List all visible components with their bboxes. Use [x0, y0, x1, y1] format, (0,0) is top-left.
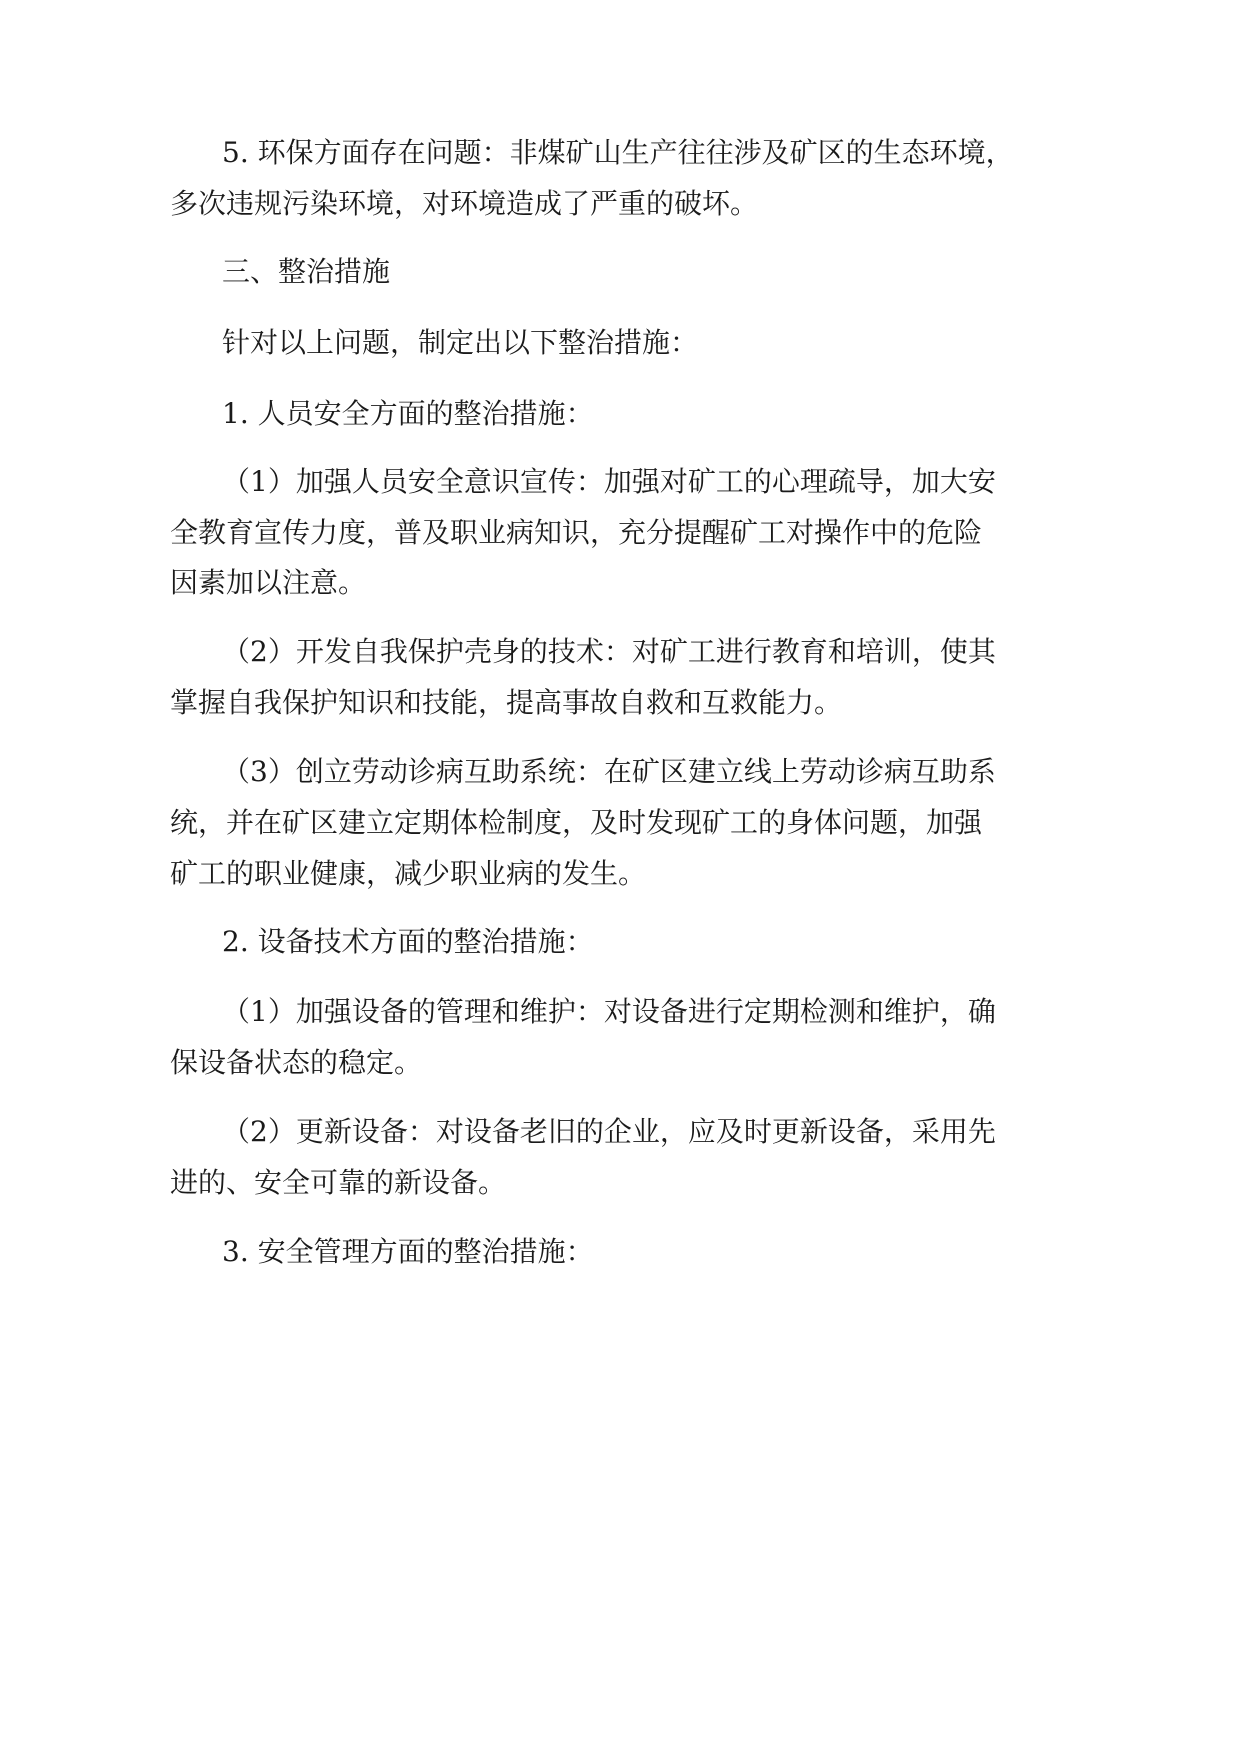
paragraph-line: 针对以上问题，制定出以下整治措施： — [222, 326, 699, 359]
paragraph-line: 全教育宣传力度，普及职业病知识，充分提醒矿工对操作中的危险 — [170, 516, 983, 549]
paragraph-line: 矿工的职业健康，减少职业病的发生。 — [170, 857, 647, 890]
paragraph-line: 统，并在矿区建立定期体检制度，及时发现矿工的身体问题，加强 — [170, 806, 983, 839]
paragraph-line: 掌握自我保护知识和技能，提高事故自救和互救能力。 — [170, 686, 843, 719]
paragraph-line: （3）创立劳动诊病互助系统：在矿区建立线上劳动诊病互助系 — [222, 755, 996, 788]
paragraph-line: 多次违规污染环境，对环境造成了严重的破坏。 — [170, 187, 759, 220]
paragraph-line: 保设备状态的稳定。 — [170, 1046, 423, 1079]
paragraph-line: 因素加以注意。 — [170, 566, 367, 599]
subheading-text: 3. 安全管理方面的整治措施： — [222, 1235, 594, 1268]
paragraph-line: （2）开发自我保护壳身的技术：对矿工进行教育和培训，使其 — [222, 635, 996, 668]
paragraph-line: （1）加强设备的管理和维护：对设备进行定期检测和维护，确 — [222, 995, 996, 1028]
paragraph-line: （2）更新设备：对设备老旧的企业，应及时更新设备，采用先 — [222, 1115, 996, 1148]
paragraph-line: 5. 环保方面存在问题：非煤矿山生产往往涉及矿区的生态环境， — [222, 136, 1014, 169]
paragraph-line: 进的、安全可靠的新设备。 — [170, 1166, 507, 1199]
subheading-text: 2. 设备技术方面的整治措施： — [222, 925, 594, 958]
section-heading-text: 三、整治措施 — [222, 255, 391, 288]
subheading-text: 1. 人员安全方面的整治措施： — [222, 397, 594, 430]
paragraph-line: （1）加强人员安全意识宣传：加强对矿工的心理疏导，加大安 — [222, 465, 996, 498]
